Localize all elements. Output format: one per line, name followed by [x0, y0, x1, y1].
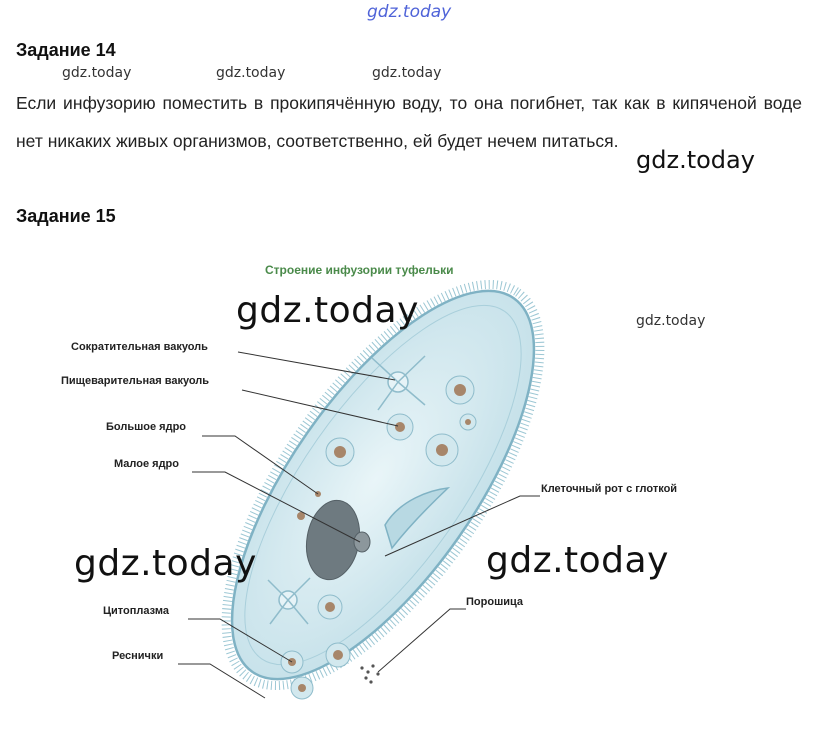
task-14-text: Если инфузорию поместить в прокипячённую воду, то она погибнет, так как в кипяченой воде нет никаких живых организмов, соответственно, ей будет нечем питаться.	[16, 93, 802, 151]
watermark: gdz.today	[372, 65, 442, 81]
watermark: gdz.today	[216, 65, 286, 81]
watermark: gdz.today	[636, 313, 706, 329]
label-digestive-vacuole: Пищеварительная вакуоль	[61, 375, 210, 387]
watermark: gdz.today	[636, 146, 755, 174]
watermark: gdz.today	[74, 543, 257, 584]
anal-pore-particles	[360, 664, 379, 683]
label-macronucleus: Большое ядро	[106, 421, 187, 433]
watermark: gdz.today	[62, 65, 132, 81]
watermark: gdz.today	[236, 290, 419, 331]
label-cell-mouth: Клеточный рот с глоткой	[541, 483, 678, 495]
watermark-top: gdz.today	[367, 2, 452, 22]
task-15-heading: Задание 15	[16, 206, 116, 226]
watermark: gdz.today	[486, 540, 669, 581]
label-micronucleus: Малое ядро	[114, 458, 179, 470]
micronucleus	[354, 532, 370, 552]
label-cilia: Реснички	[112, 650, 164, 662]
diagram-title: Строение инфузории туфельки	[265, 263, 454, 277]
label-pore: Порошица	[466, 596, 524, 608]
task-14-heading: Задание 14	[16, 40, 116, 60]
label-contractile-vacuole: Сократительная вакуоль	[71, 341, 208, 353]
label-cytoplasm: Цитоплазма	[103, 605, 169, 617]
